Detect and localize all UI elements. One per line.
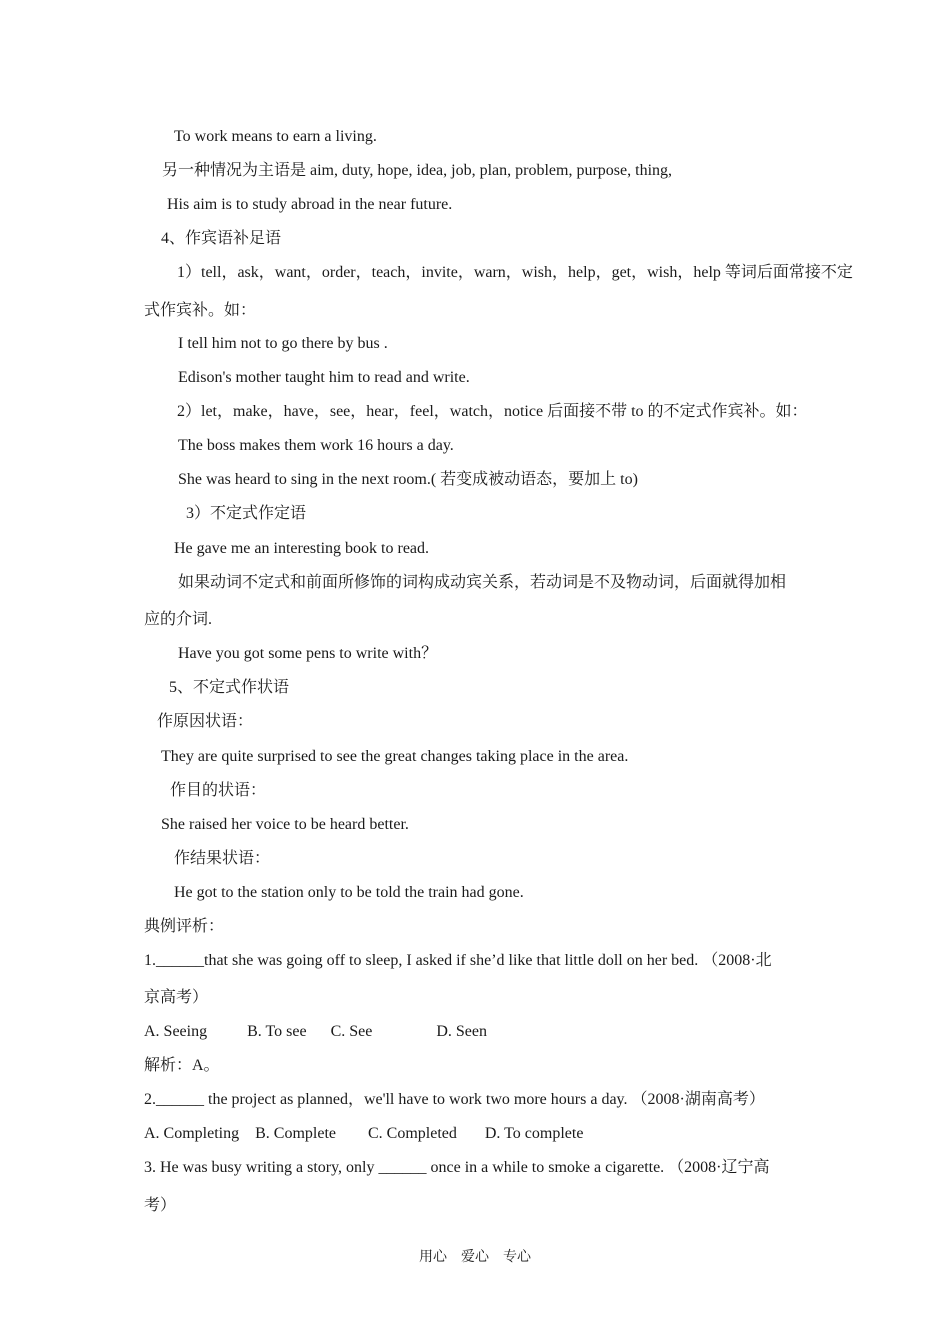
question-line: 1.______that she was going off to sleep, I asked if she’d like that little doll on her bed. （2008·北 bbox=[144, 952, 772, 969]
section-heading: 4、作宾语补足语 bbox=[161, 230, 282, 247]
text-line: 1）tell，ask，want，order，teach，invite，warn，wish，help，get，wish，help 等词后面常接不定 bbox=[177, 264, 853, 281]
text-line: To work means to earn a living. bbox=[174, 128, 377, 145]
question-line: 2.______ the project as planned，we'll have to work two more hours a day. （2008·湖南高考） bbox=[144, 1091, 765, 1108]
text-line: 式作宾补。如： bbox=[144, 302, 257, 319]
text-line: He got to the station only to be told the train had gone. bbox=[174, 884, 524, 901]
section-heading: 典例评析： bbox=[144, 918, 225, 935]
text-line: Edison's mother taught him to read and write. bbox=[178, 369, 470, 386]
text-line: 如果动词不定式和前面所修饰的词构成动宾关系，若动词是不及物动词，后面就得加相 bbox=[178, 574, 787, 591]
text-line: They are quite surprised to see the great changes taking place in the area. bbox=[161, 748, 629, 765]
page-footer: 用心 爱心 专心 bbox=[419, 1250, 531, 1265]
text-line: 3）不定式作定语 bbox=[186, 505, 307, 522]
question-line: 考） bbox=[144, 1197, 177, 1214]
text-line: 2）let，make，have，see，hear，feel，watch，notice 后面接不带 to 的不定式作宾补。如： bbox=[177, 403, 808, 420]
text-line: Have you got some pens to write with？ bbox=[178, 645, 438, 662]
answer-options: A. Seeing B. To see C. See D. Seen bbox=[144, 1023, 487, 1040]
text-line: I tell him not to go there by bus . bbox=[178, 335, 388, 352]
text-line: 作结果状语： bbox=[174, 850, 271, 867]
text-line: His aim is to study abroad in the near future. bbox=[167, 196, 453, 213]
text-line: 应的介词. bbox=[144, 611, 213, 628]
text-line: 另一种情况为主语是 aim, duty, hope, idea, job, plan, problem, purpose, thing, bbox=[162, 162, 673, 179]
text-line: She raised her voice to be heard better. bbox=[161, 816, 409, 833]
text-line: 作原因状语： bbox=[157, 713, 254, 730]
text-line: 解析：A。 bbox=[144, 1057, 220, 1074]
section-heading: 5、不定式作状语 bbox=[169, 679, 290, 696]
text-line: He gave me an interesting book to read. bbox=[174, 540, 430, 557]
question-line: 3. He was busy writing a story, only ______ once in a while to smoke a cigarette. （2008·辽宁高 bbox=[144, 1159, 770, 1176]
text-line: She was heard to sing in the next room.( 若变成被动语态，要加上 to) bbox=[178, 471, 638, 488]
text-line: The boss makes them work 16 hours a day. bbox=[178, 437, 454, 454]
question-line: 京高考） bbox=[144, 989, 209, 1006]
answer-options: A. Completing B. Complete C. Completed D. To complete bbox=[144, 1125, 584, 1142]
text-line: 作目的状语： bbox=[170, 782, 267, 799]
